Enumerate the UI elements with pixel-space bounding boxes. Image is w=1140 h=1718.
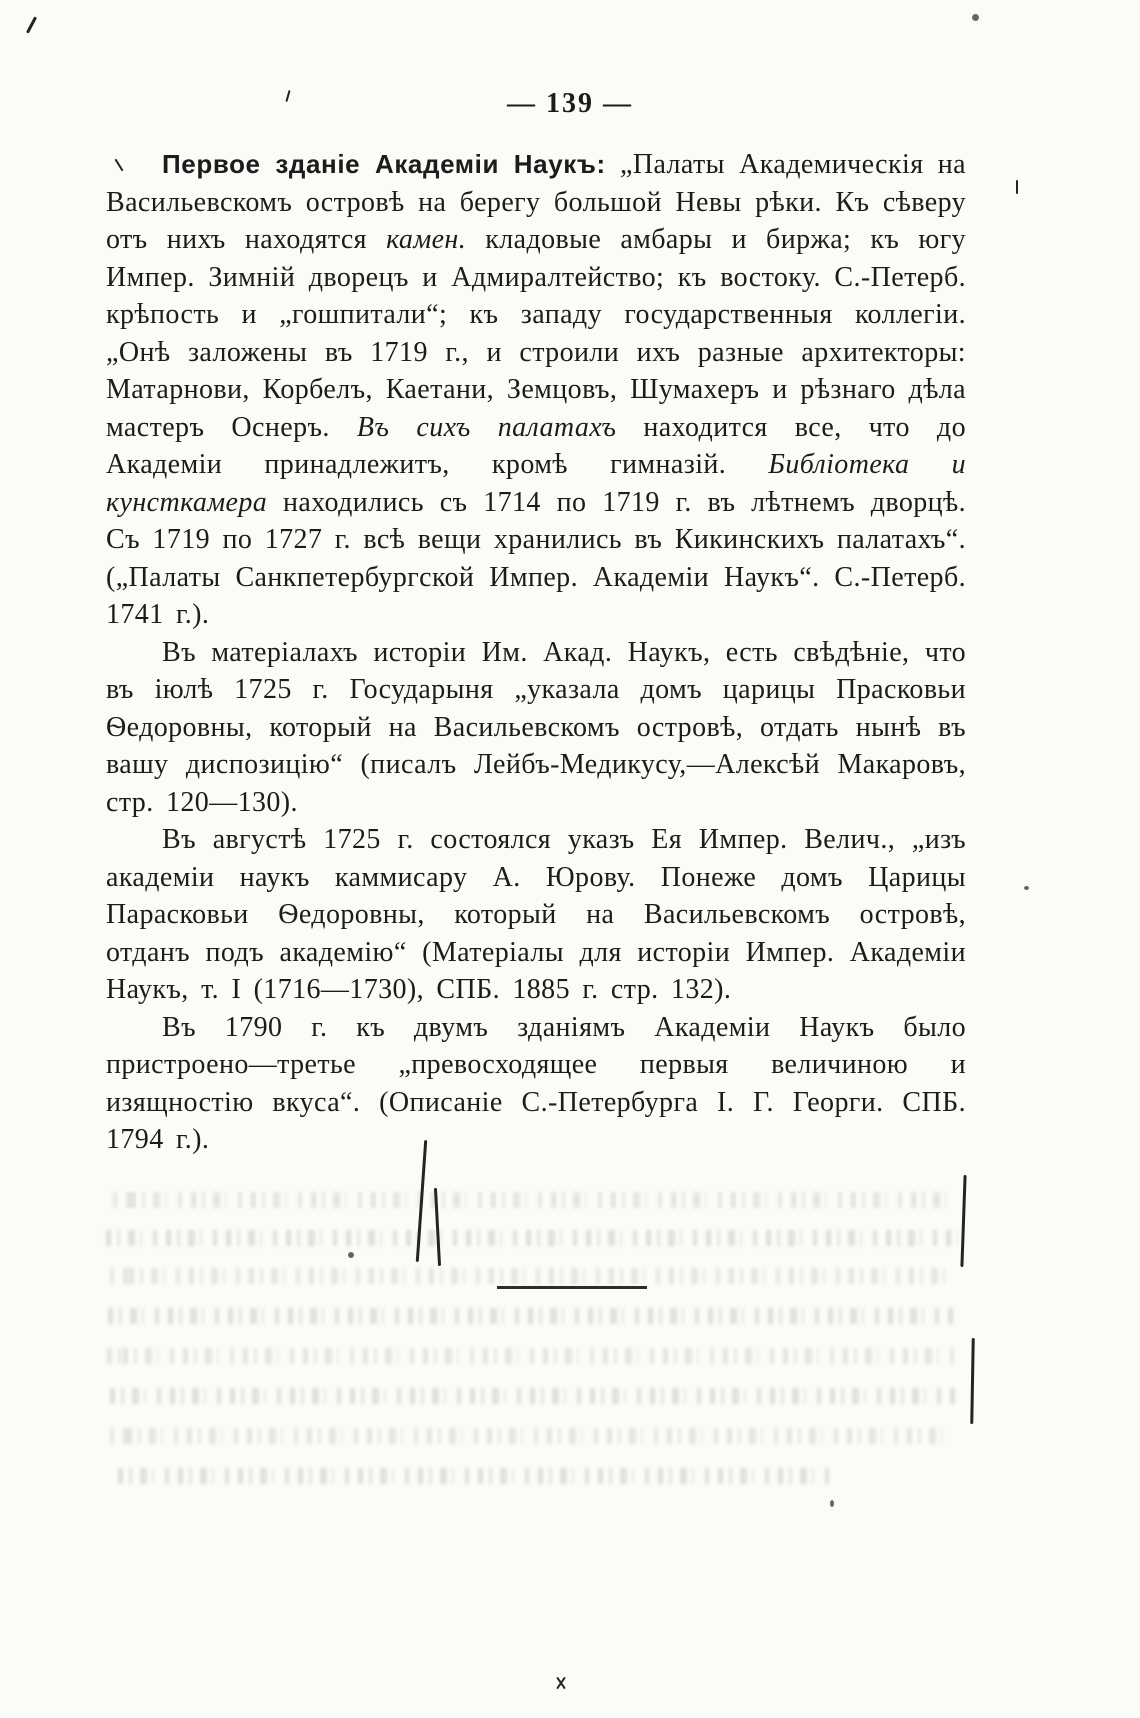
ink-stroke [960, 1175, 966, 1267]
paragraph-1-italic: камен. [386, 224, 467, 255]
text-block [106, 146, 966, 1159]
bleedthrough-line [108, 1428, 952, 1444]
ink-stroke [26, 16, 37, 33]
ink-speck [1024, 886, 1029, 890]
ink-stroke [1016, 180, 1018, 194]
paragraph-2: Въ матеріалахъ исторіи Им. Акад. Наукъ, есть свѣдѣніе, что въ іюлѣ 1725 г. Государыня „указала домъ царицы Прасковьи Ѳедоровны, который на Васильевскомъ островѣ, отдать нынѣ въ вашу диспозицію“ (писалъ Лейбъ-Медикусу,—Алексѣй Макаровъ, стр. 120—130). [106, 636, 966, 818]
paragraph-3: Въ августѣ 1725 г. состоялся указъ Ея Импер. Велич., „изъ академіи наукъ каммисару А. Юрову. Понеже домъ Царицы Парасковьи Ѳедоровны, который на Васильевскомъ островѣ, отданъ подъ академію“ (Матеріалы для исторіи Импер. Академіи Наукъ, т. I (1716—1730), СПБ. 1885 г. стр. 132). [106, 824, 966, 1005]
paragraph-1 [106, 146, 966, 634]
paragraph-1-text: кладовые амбары и биржа; къ югу Импер. Зимній дворецъ и Адмиралтейство; къ востоку. С.-Петерб. крѣпость и „гошпитали“; къ западу государственныя коллегіи. „Онѣ заложены въ 1719 г., и строили ихъ разные архитекторы: Матарнови, Корбелъ, Каетани, Земцовъ, Шумахеръ и рѣзнаго дѣла мастеръ Оснеръ. [106, 224, 967, 443]
bleedthrough-line [112, 1192, 957, 1208]
paragraph-1-text: „Палаты Академическія на Васильевскомъ островѣ на берегу большой Невы рѣки. Къ сѣверу отъ нихъ находятся [106, 149, 966, 255]
ink-speck [830, 1500, 834, 1507]
page-number: — 139 — [507, 88, 633, 119]
paragraph-1-text: находились съ 1714 по 1719 г. въ лѣтнемъ дворцѣ. Съ 1719 по 1727 г. всѣ вещи хранились въ Кикинскихъ палатахъ“. („Палаты Санкпетербургской Импер. Академіи Наукъ“. С.-Петерб. 1741 г.). [106, 486, 967, 630]
bleedthrough-line [118, 1468, 838, 1484]
bleedthrough-line [110, 1388, 958, 1404]
bleedthrough-line [104, 1348, 960, 1364]
paragraph-4: Въ 1790 г. къ двумъ зданіямъ Академіи Наукъ было пристроено—третье „превосходящее первыя величиною и изящностію вкуса“. (Описаніе С.-Петербурга І. Г. Георги. СПБ. 1794 г.). [106, 1011, 966, 1155]
paragraph-1-text: находится все, что до Академіи принадлежитъ, кромѣ гимназій. [106, 411, 966, 480]
bleedthrough-line [110, 1268, 956, 1284]
paragraph-1-lead: Первое зданіе Академіи Наукъ: [162, 149, 606, 179]
paragraph-1-italic: Библіотека и кунсткамера [106, 449, 966, 518]
bleedthrough-line [108, 1308, 958, 1324]
ink-speck [348, 1252, 354, 1258]
ink-stroke [970, 1338, 975, 1424]
paragraph-1-italic: Въ сихъ палатахъ [356, 411, 617, 443]
ink-speck [972, 14, 979, 21]
section-divider [497, 1286, 647, 1289]
bleedthrough-line [106, 1230, 958, 1246]
